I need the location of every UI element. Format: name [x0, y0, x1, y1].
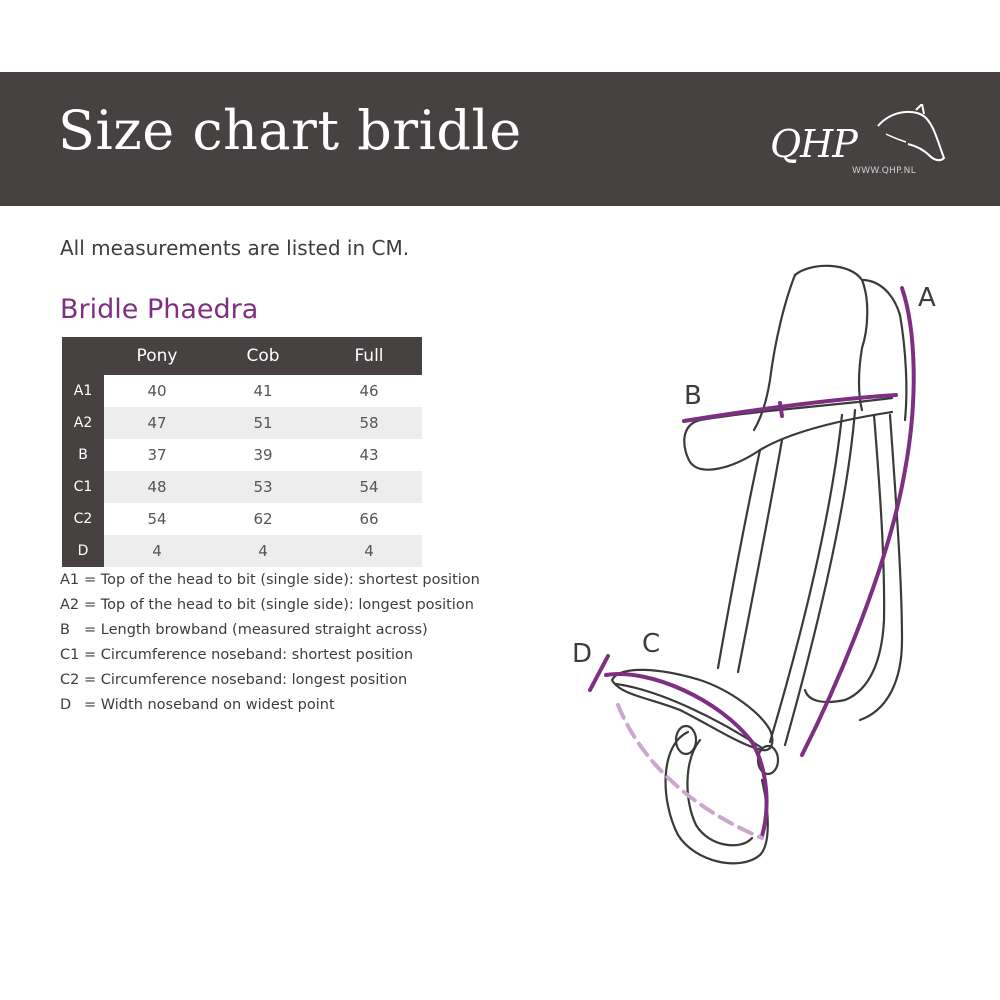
row-label: A1 — [62, 375, 104, 407]
table-row — [62, 375, 422, 407]
legend-item — [60, 668, 480, 693]
row-label: A2 — [62, 407, 104, 439]
logo-text: QHP — [770, 122, 857, 166]
column-header: Full — [316, 337, 422, 375]
table-row — [62, 535, 422, 567]
table-cell: 53 — [210, 471, 316, 503]
table-cell: 58 — [316, 407, 422, 439]
table-row — [62, 407, 422, 439]
diagram-label-b: B — [684, 381, 702, 411]
table-cell: 47 — [104, 407, 210, 439]
legend-text: = Circumference noseband: longest position — [84, 672, 408, 688]
legend-text: = Top of the head to bit (single side): shortest position — [84, 572, 480, 588]
size-table — [62, 337, 422, 567]
legend-key: C1 — [60, 647, 80, 663]
measure-d-line — [590, 656, 608, 690]
diagram-label-c: C — [642, 629, 661, 659]
legend-key: A2 — [60, 597, 80, 613]
row-label: B — [62, 439, 104, 471]
measurement-legend — [60, 568, 480, 718]
legend-text: = Circumference noseband: shortest position — [84, 647, 414, 663]
measure-c-dashed — [618, 705, 762, 838]
table-cell: 51 — [210, 407, 316, 439]
measurement-note: All measurements are listed in CM. — [60, 236, 410, 260]
legend-text: = Top of the head to bit (single side): longest position — [84, 597, 474, 613]
legend-item — [60, 618, 480, 643]
table-cell: 4 — [316, 535, 422, 567]
table-cell: 4 — [104, 535, 210, 567]
row-label: C1 — [62, 471, 104, 503]
qhp-logo — [766, 104, 946, 184]
bridle-diagram — [560, 255, 980, 875]
measurement-lines — [590, 288, 914, 836]
table-row — [62, 439, 422, 471]
legend-item — [60, 643, 480, 668]
table-cell: 4 — [210, 535, 316, 567]
product-name: Bridle Phaedra — [60, 294, 259, 325]
row-label: C2 — [62, 503, 104, 535]
table-cell: 46 — [316, 375, 422, 407]
row-label: D — [62, 535, 104, 567]
table-cell: 37 — [104, 439, 210, 471]
table-row — [62, 503, 422, 535]
table-cell: 66 — [316, 503, 422, 535]
table-cell: 40 — [104, 375, 210, 407]
legend-item — [60, 693, 480, 718]
table-header-row — [62, 337, 422, 375]
legend-text: = Length browband (measured straight across) — [84, 622, 428, 638]
table-row — [62, 471, 422, 503]
diagram-label-d: D — [572, 639, 593, 669]
table-corner — [62, 337, 104, 375]
legend-text: = Width noseband on widest point — [84, 697, 335, 713]
legend-key: C2 — [60, 672, 80, 688]
table-cell: 54 — [104, 503, 210, 535]
table-cell: 39 — [210, 439, 316, 471]
page-title: Size chart bridle — [58, 99, 522, 162]
legend-key: D — [60, 697, 72, 713]
diagram-label-a: A — [918, 283, 936, 313]
legend-key: A1 — [60, 572, 80, 588]
legend-key: B — [60, 622, 70, 638]
legend-item — [60, 568, 480, 593]
legend-item — [60, 593, 480, 618]
bridle-outline — [612, 266, 906, 864]
column-header: Cob — [210, 337, 316, 375]
column-header: Pony — [104, 337, 210, 375]
table-cell: 54 — [316, 471, 422, 503]
table-cell: 62 — [210, 503, 316, 535]
logo-url: WWW.QHP.NL — [852, 166, 917, 176]
table-cell: 41 — [210, 375, 316, 407]
table-cell: 48 — [104, 471, 210, 503]
measure-b-tick — [780, 403, 782, 416]
table-cell: 43 — [316, 439, 422, 471]
